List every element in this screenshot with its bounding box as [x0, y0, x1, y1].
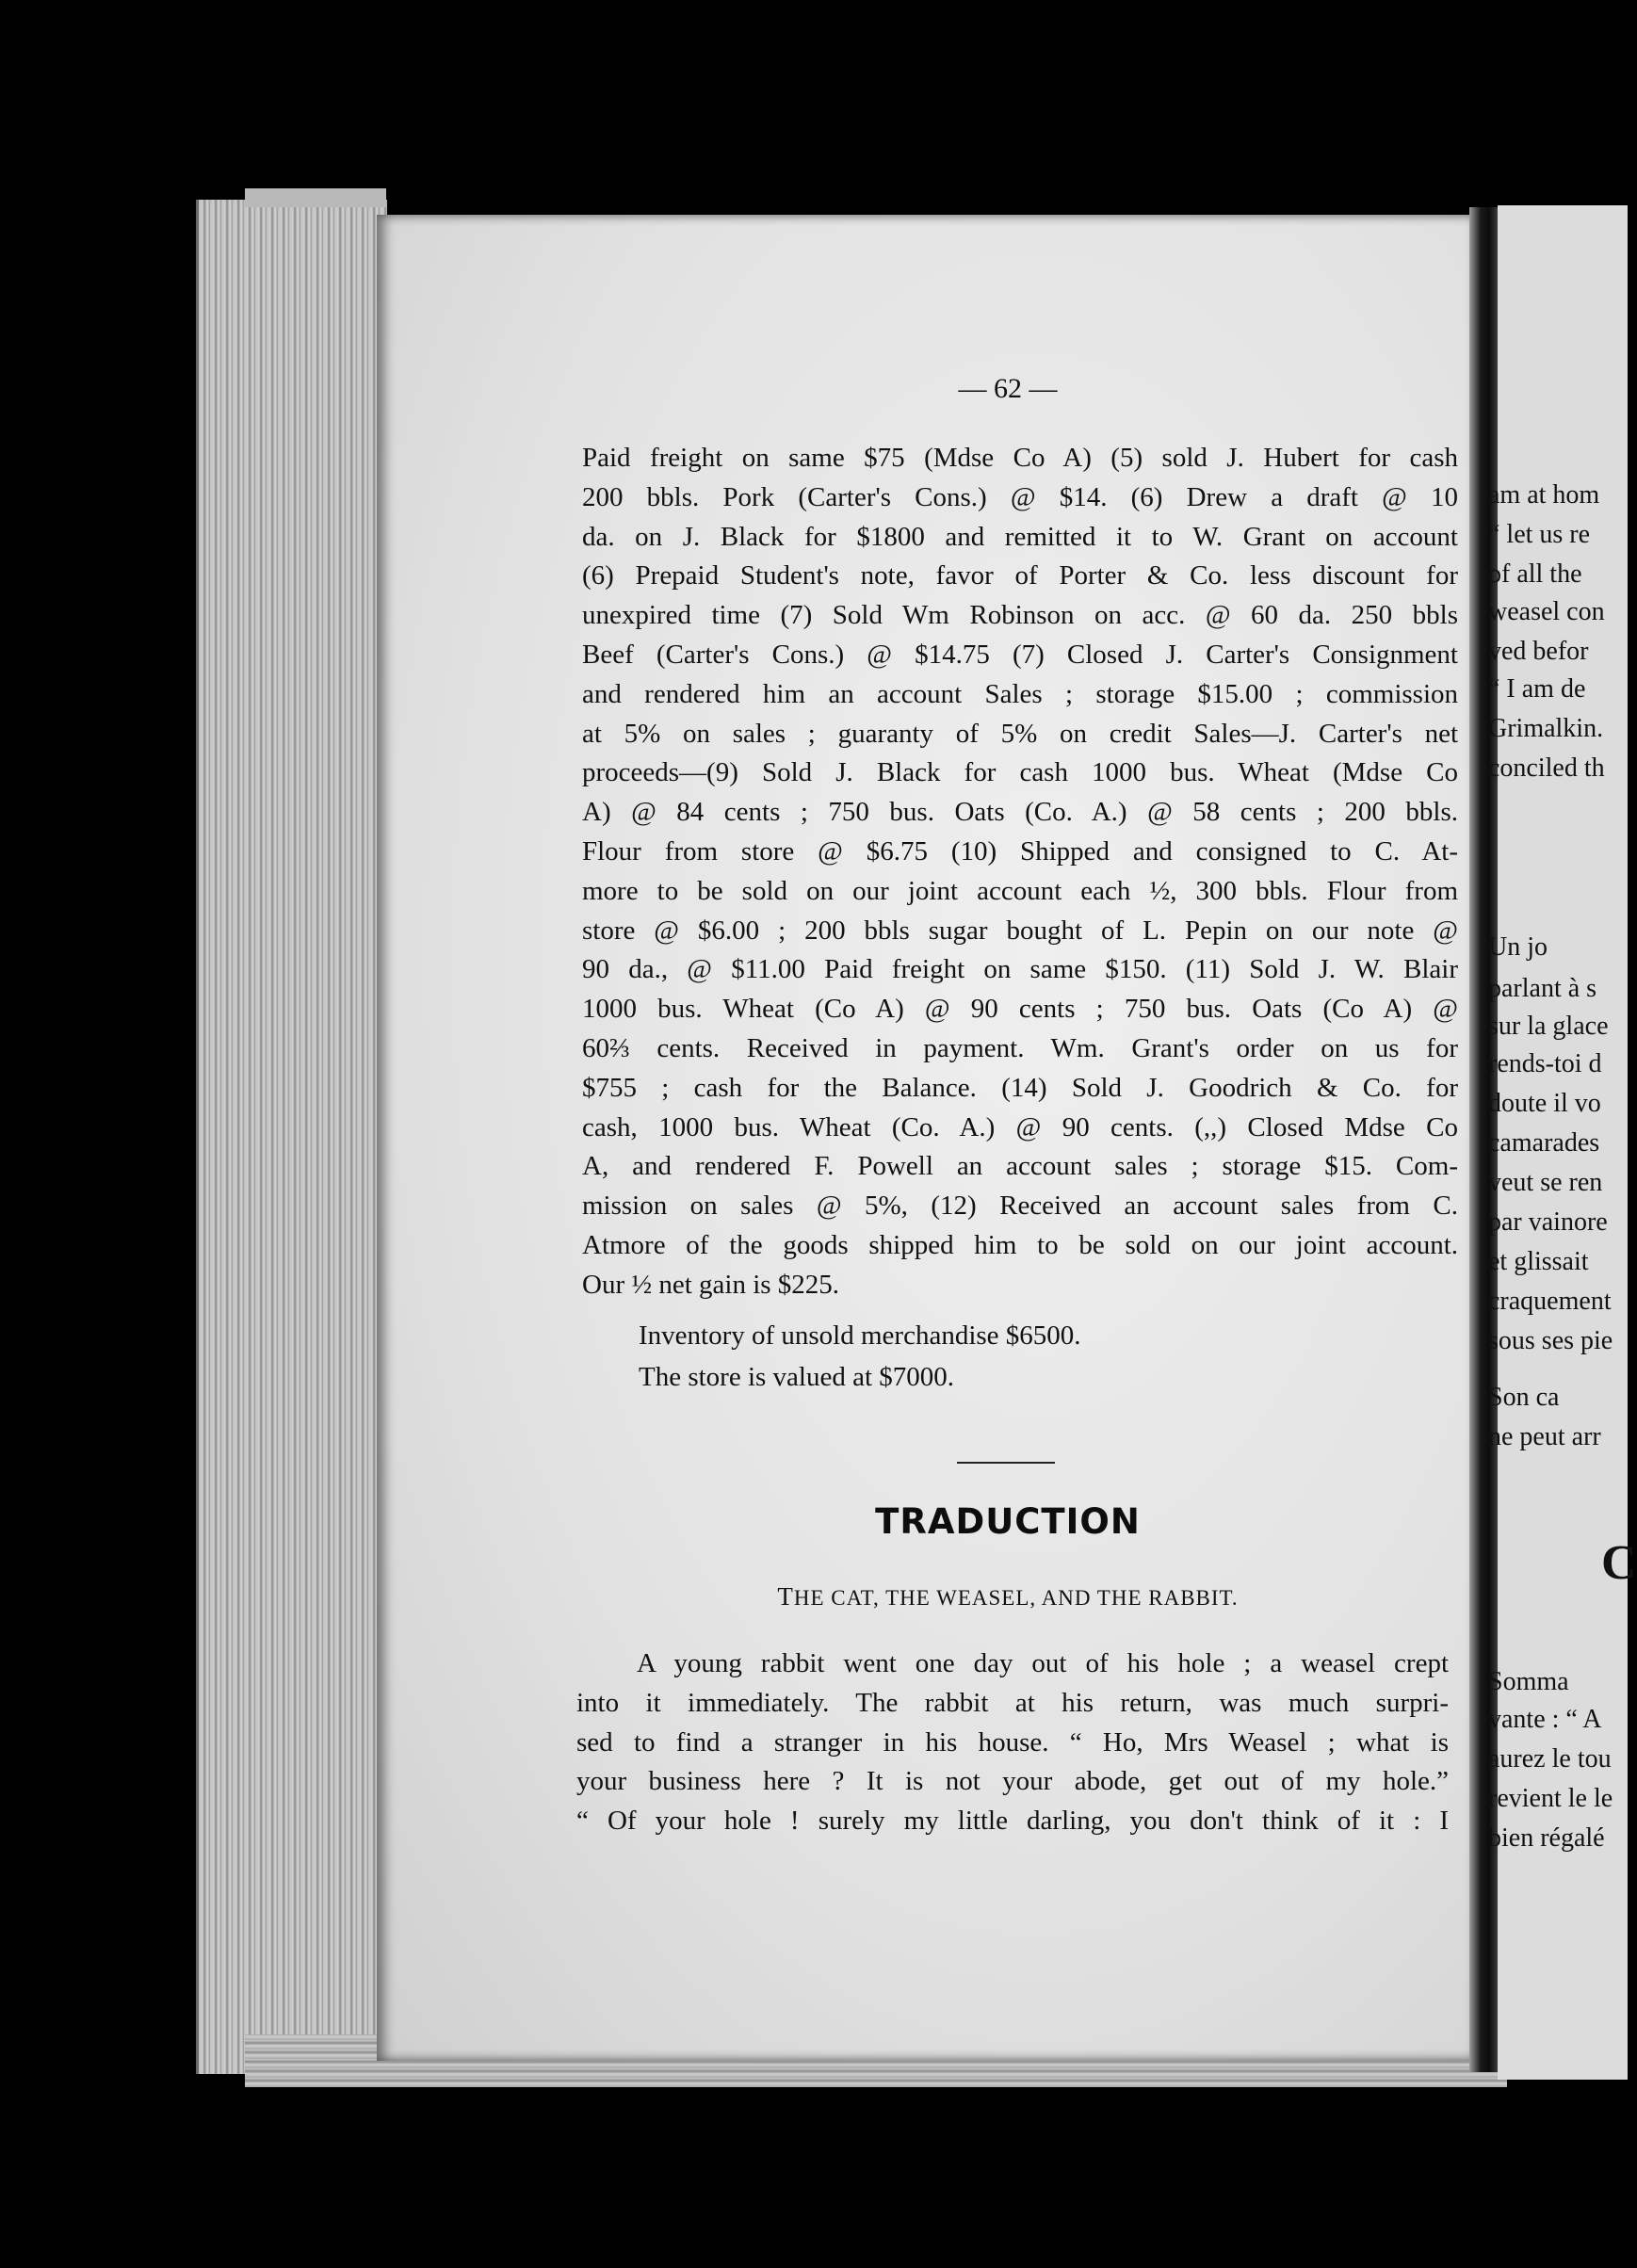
right-page-line: aurez le tou	[1488, 1744, 1612, 1774]
story-line: into it immediately. The rabbit at his return, was much surpri-	[576, 1687, 1449, 1718]
section-divider	[957, 1462, 1055, 1464]
body-line: and rendered him an account Sales ; storage $15.00 ; commission	[582, 678, 1458, 709]
story-title-initial: T	[777, 1582, 794, 1611]
body-paragraph	[582, 439, 1458, 1305]
body-line: more to be sold on our joint account each ½, 300 bbls. Flour from	[582, 875, 1458, 906]
right-page-line: “ let us re	[1488, 520, 1591, 549]
right-page-line: vante : “ A	[1488, 1705, 1602, 1734]
right-page-line: Somma	[1488, 1667, 1569, 1696]
story-line: sed to find a stranger in his house. “ Ho, Mrs Weasel ; what is	[576, 1726, 1449, 1758]
right-page-line: parlant à s	[1488, 974, 1597, 1003]
story-line: “ Of your hole ! surely my little darling, you don't think of it : I	[576, 1806, 1449, 1837]
body-line: 200 bbls. Pork (Carter's Cons.) @ $14. (6) Drew a draft @ 10	[582, 481, 1458, 512]
right-page-line: “ I am de	[1488, 674, 1586, 704]
page-edges-left	[196, 200, 387, 2074]
right-page-line: weasel con	[1488, 597, 1605, 626]
body-line: unexpired time (7) Sold Wm Robinson on acc. @ 60 da. 250 bbls	[582, 600, 1458, 631]
body-line: Beef (Carter's Cons.) @ $14.75 (7) Closed J. Carter's Consignment	[582, 639, 1458, 670]
body-line: 90 da., @ $11.00 Paid freight on same $150. (11) Sold J. W. Blair	[582, 954, 1458, 985]
right-page-line: sur la glace	[1488, 1012, 1609, 1041]
body-line: Our ½ net gain is $225.	[582, 1269, 840, 1300]
right-page-line: camarades	[1488, 1128, 1600, 1158]
right-page-line: conciled th	[1488, 753, 1605, 783]
page-edges-top	[245, 188, 386, 207]
right-page-line: revient le le	[1488, 1784, 1613, 1813]
right-page-line: veut se ren	[1488, 1168, 1603, 1197]
body-line: da. on J. Black for $1800 and remitted it to W. Grant on account	[582, 521, 1458, 552]
body-line: $755 ; cash for the Balance. (14) Sold J. Goodrich & Co. for	[582, 1072, 1458, 1103]
body-line: 1000 bus. Wheat (Co A) @ 90 cents ; 750 bus. Oats (Co A) @	[582, 994, 1458, 1025]
story-title-rest: HE CAT, THE WEASEL, AND THE RABBIT.	[793, 1586, 1239, 1610]
body-line: 60⅔ cents. Received in payment. Wm. Grant's order on us for	[582, 1032, 1458, 1063]
right-page-line: am at hom	[1488, 480, 1600, 510]
right-page-line: ved befor	[1488, 637, 1589, 666]
right-page-line: sous ses pie	[1488, 1326, 1613, 1355]
right-page-line: of all the	[1488, 559, 1582, 589]
right-page-line: C	[1601, 1536, 1637, 1590]
right-page-line: Grimalkin.	[1488, 714, 1604, 743]
right-page-line: rends-toi d	[1488, 1049, 1602, 1078]
story-line: your business here ? It is not your abode, get out of my hole.”	[576, 1766, 1449, 1797]
store-value-line: The store is valued at $7000.	[639, 1362, 955, 1392]
right-page-line: Un jo	[1488, 932, 1548, 962]
right-page-line: Son ca	[1488, 1383, 1560, 1412]
page-number: — 62 —	[958, 373, 1058, 404]
body-line: proceeds—(9) Sold J. Black for cash 1000 bus. Wheat (Mdse Co	[582, 757, 1458, 788]
body-line: (6) Prepaid Student's note, favor of Porter & Co. less discount for	[582, 560, 1458, 591]
right-page-line: bien régalé	[1488, 1823, 1605, 1853]
right-page-line: et glissait	[1488, 1247, 1589, 1276]
right-page-line: par vainore	[1488, 1207, 1608, 1237]
body-line: A) @ 84 cents ; 750 bus. Oats (Co. A.) @ 58 cents ; 200 bbls.	[582, 797, 1458, 828]
right-page-line: craquement	[1488, 1287, 1612, 1316]
body-line: Atmore of the goods shipped him to be sold on our joint account.	[582, 1229, 1458, 1260]
story-title	[716, 1582, 1300, 1612]
right-page-line: ne peut arr	[1488, 1422, 1601, 1451]
body-line: store @ $6.00 ; 200 bbls sugar bought of L. Pepin on our note @	[582, 915, 1458, 946]
story-line: A young rabbit went one day out of his hole ; a weasel crept	[637, 1648, 1449, 1678]
body-line: at 5% on sales ; guaranty of 5% on credit Sales—J. Carter's net	[582, 718, 1458, 749]
body-line: Paid freight on same $75 (Mdse Co A) (5) sold J. Hubert for cash	[582, 443, 1458, 473]
section-heading: TRADUCTION	[875, 1501, 1141, 1542]
body-line: Flour from store @ $6.75 (10) Shipped and consigned to C. At-	[582, 835, 1458, 867]
body-line: A, and rendered F. Powell an account sales ; storage $15. Com-	[582, 1151, 1458, 1182]
body-line: cash, 1000 bus. Wheat (Co. A.) @ 90 cents. (,,) Closed Mdse Co	[582, 1111, 1458, 1142]
story-paragraph	[576, 1644, 1449, 1841]
body-line: mission on sales @ 5%, (12) Received an account sales from C.	[582, 1191, 1458, 1222]
right-page-line: doute il vo	[1488, 1089, 1601, 1118]
inventory-line: Inventory of unsold merchandise $6500.	[639, 1320, 1081, 1351]
